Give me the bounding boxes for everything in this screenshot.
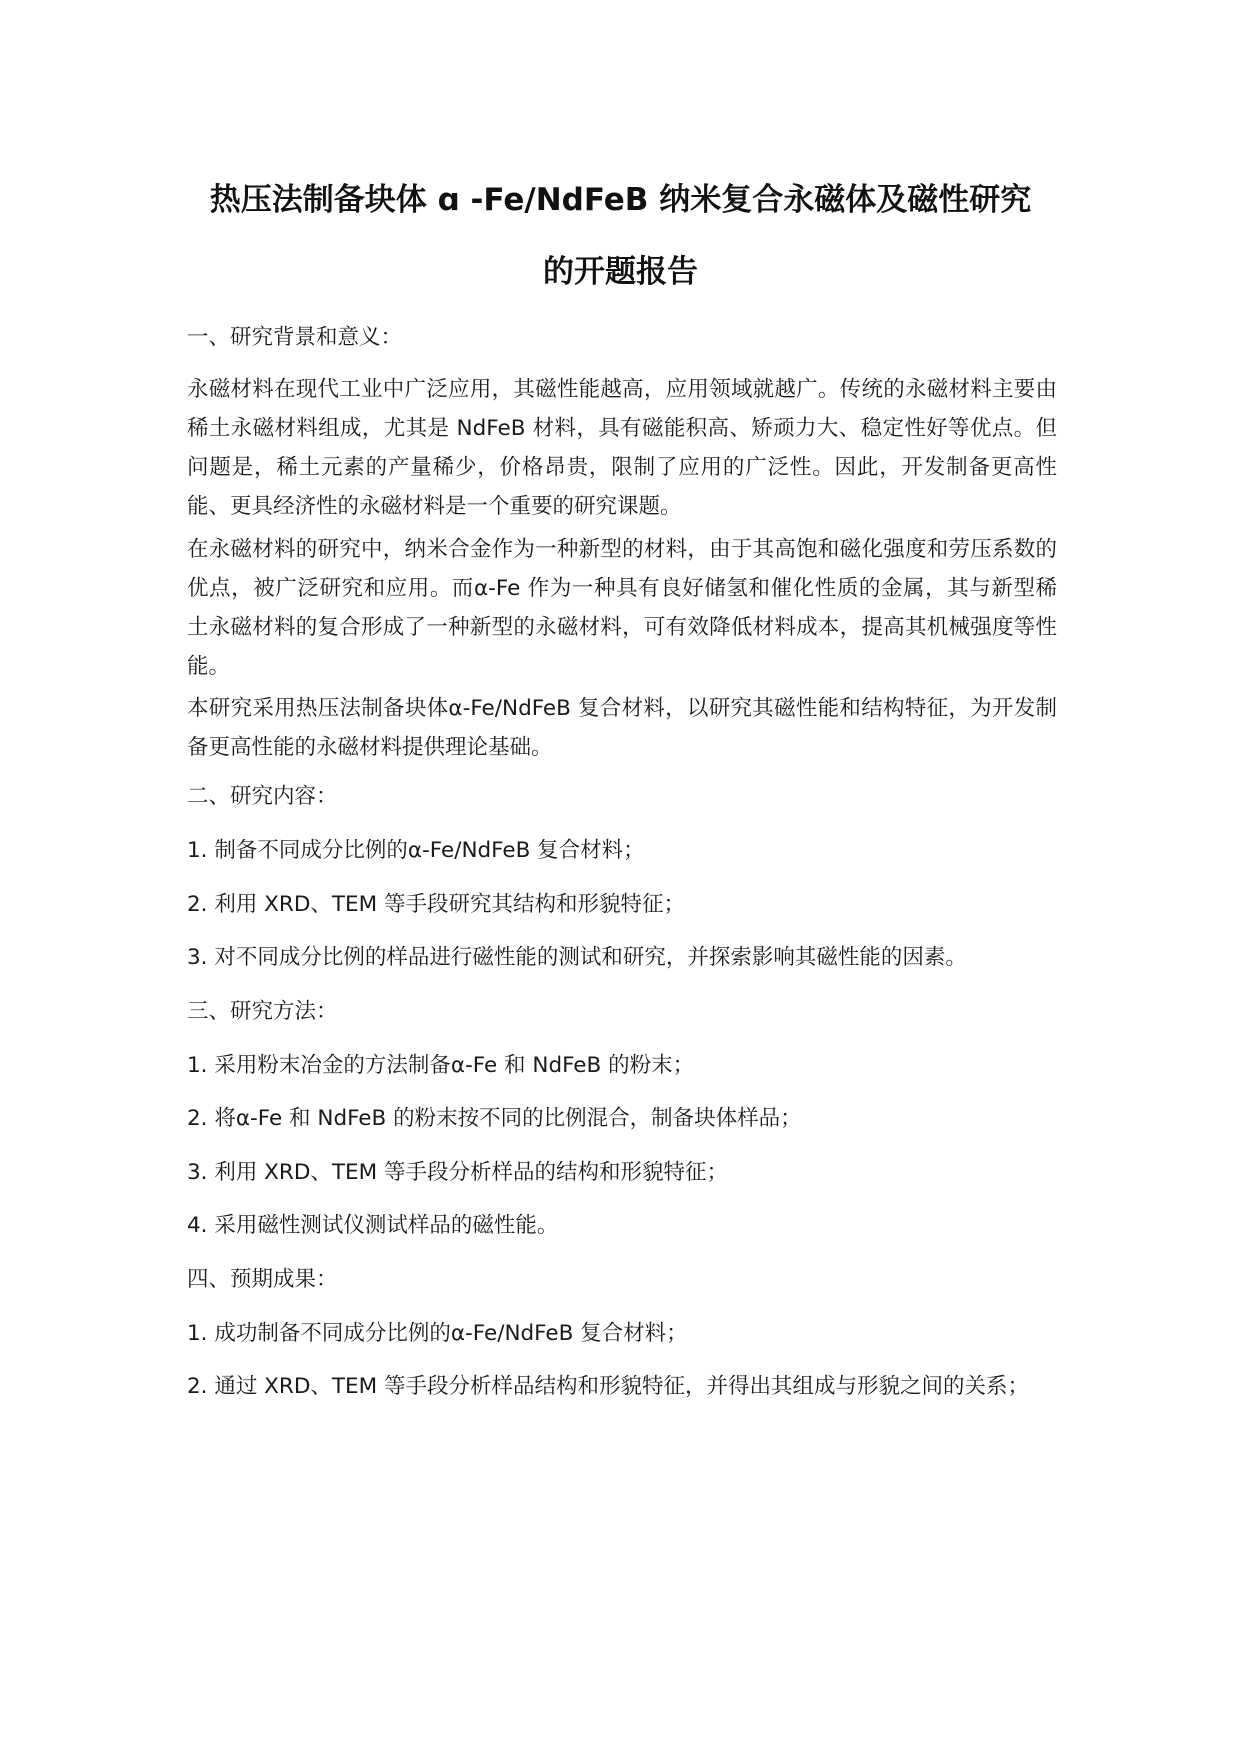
paragraph-background-2: 在永磁材料的研究中，纳米合金作为一种新型的材料，由于其高饱和磁化强度和劳压系数的优点，被广泛研究和应用。而α-Fe 作为一种具有良好储氢和催化性质的金属，其与新型稀土永磁材料的复合形成了一种新型的永磁材料，可有效降低材料成本，提高其机械强度等性能。: [187, 537, 1057, 679]
paragraph-background-1: 永磁材料在现代工业中广泛应用，其磁性能越高，应用领域就越广。传统的永磁材料主要由稀土永磁材料组成，尤其是 NdFeB 材料，具有磁能积高、矫顽力大、稳定性好等优点。但问题是，稀土元素的产量稀少，价格昂贵，限制了应用的广泛性。因此，开发制备更高性能、更具经济性的永磁材料是一个重要的研究课题。: [187, 377, 1057, 519]
list-item: 3. 对不同成分比例的样品进行磁性能的测试和研究，并探索影响其磁性能的因素。: [187, 945, 967, 970]
list-item: 2. 通过 XRD、TEM 等手段分析样品结构和形貌特征，并得出其组成与形貌之间的关系；: [187, 1374, 1030, 1399]
list-item: 1. 采用粉末冶金的方法制备α-Fe 和 NdFeB 的粉末；: [187, 1053, 695, 1078]
list-item: 2. 将α-Fe 和 NdFeB 的粉末按不同的比例混合，制备块体样品；: [187, 1106, 802, 1131]
list-item: 2. 利用 XRD、TEM 等手段研究其结构和形貌特征；: [187, 892, 686, 917]
list-item: 3. 利用 XRD、TEM 等手段分析样品的结构和形貌特征；: [187, 1160, 729, 1185]
paragraph-background-3: 本研究采用热压法制备块体α-Fe/NdFeB 复合材料，以研究其磁性能和结构特征，为开发制备更高性能的永磁材料提供理论基础。: [187, 696, 1057, 760]
section-heading-methods: 三、研究方法：: [187, 999, 338, 1024]
section-heading-content: 二、研究内容：: [187, 784, 338, 809]
list-item: 4. 采用磁性测试仪测试样品的磁性能。: [187, 1213, 559, 1238]
section-heading-expected-results: 四、预期成果：: [187, 1267, 338, 1292]
section-heading-background: 一、研究背景和意义：: [187, 325, 403, 350]
list-item: 1. 制备不同成分比例的α-Fe/NdFeB 复合材料；: [187, 838, 645, 863]
list-item: 1. 成功制备不同成分比例的α-Fe/NdFeB 复合材料；: [187, 1321, 688, 1346]
document-title-line-2: 的开题报告: [543, 254, 698, 290]
document-title-line-1: 热压法制备块体 ɑ -Fe/NdFeB 纳米复合永磁体及磁性研究: [209, 182, 1032, 218]
